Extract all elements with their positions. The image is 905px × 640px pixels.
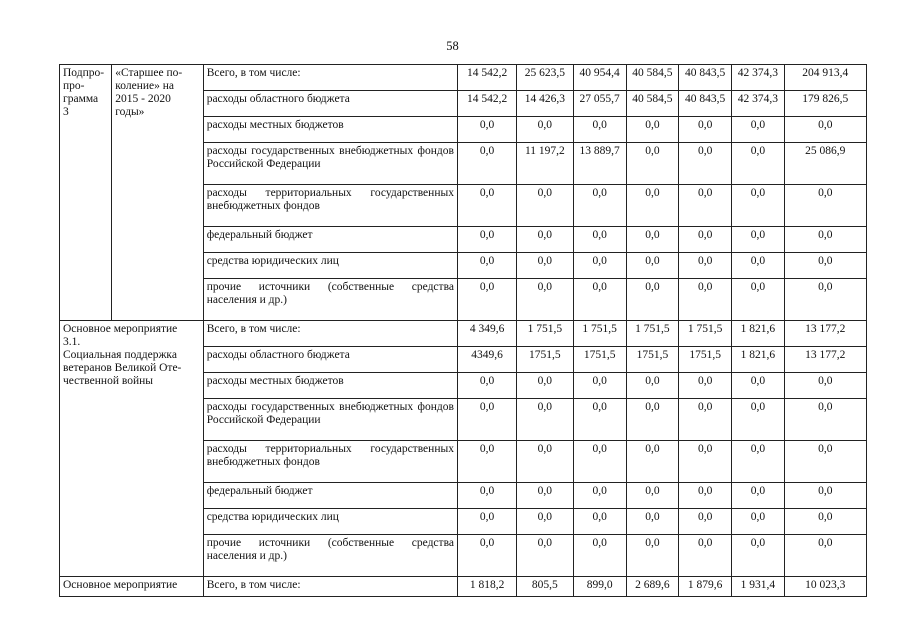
cell: 13 889,7 bbox=[573, 143, 626, 185]
cell: 40 843,5 bbox=[679, 65, 732, 91]
cell: 0,0 bbox=[626, 399, 678, 441]
cell: 0,0 bbox=[457, 509, 516, 535]
cell: 0,0 bbox=[679, 279, 732, 321]
cell: 0,0 bbox=[679, 143, 732, 185]
category-federal: федеральный бюджет bbox=[203, 227, 457, 253]
cell: 25 623,5 bbox=[517, 65, 573, 91]
cell: 42 374,3 bbox=[732, 65, 784, 91]
cell: 0,0 bbox=[679, 509, 732, 535]
cell: 0,0 bbox=[679, 373, 732, 399]
category-territorial-funds: расходы территориальных государственных внебюджетных фондов bbox=[203, 185, 457, 227]
cell: 0,0 bbox=[517, 117, 573, 143]
cell: 40 954,4 bbox=[573, 65, 626, 91]
budget-table bbox=[59, 64, 867, 597]
cell: 0,0 bbox=[457, 185, 516, 227]
cell: 11 197,2 bbox=[517, 143, 573, 185]
subprogram-code: Подпро- про- грамма 3 bbox=[60, 65, 112, 321]
cell: 0,0 bbox=[457, 535, 516, 577]
cell-total: 179 826,5 bbox=[784, 91, 867, 117]
cell: 4349,6 bbox=[457, 347, 516, 373]
cell: 0,0 bbox=[457, 373, 516, 399]
cell: 14 542,2 bbox=[457, 91, 516, 117]
cell: 1 751,5 bbox=[573, 321, 626, 347]
cell: 0,0 bbox=[573, 373, 626, 399]
cell: 1751,5 bbox=[573, 347, 626, 373]
cell: 0,0 bbox=[457, 143, 516, 185]
cell: 1751,5 bbox=[626, 347, 678, 373]
cell: 0,0 bbox=[732, 185, 784, 227]
cell: 0,0 bbox=[732, 143, 784, 185]
category-state-funds: расходы государственных внебюджетных фондов Российской Федерации bbox=[203, 143, 457, 185]
cell: 1 931,4 bbox=[732, 577, 784, 597]
cell: 0,0 bbox=[573, 441, 626, 483]
cell: 0,0 bbox=[457, 441, 516, 483]
category-federal: федеральный бюджет bbox=[203, 483, 457, 509]
cell-total: 0,0 bbox=[784, 253, 867, 279]
cell: 0,0 bbox=[679, 535, 732, 577]
category-regional: расходы областного бюджета bbox=[203, 91, 457, 117]
cell: 0,0 bbox=[573, 483, 626, 509]
cell-total: 0,0 bbox=[784, 185, 867, 227]
cell: 1 879,6 bbox=[679, 577, 732, 597]
cell: 0,0 bbox=[732, 373, 784, 399]
cell: 0,0 bbox=[732, 279, 784, 321]
category-legal-entities: средства юридических лиц bbox=[203, 253, 457, 279]
cell: 1 751,5 bbox=[517, 321, 573, 347]
cell-total: 0,0 bbox=[784, 509, 867, 535]
cell: 4 349,6 bbox=[457, 321, 516, 347]
cell: 40 843,5 bbox=[679, 91, 732, 117]
cell: 0,0 bbox=[517, 535, 573, 577]
cell: 1 818,2 bbox=[457, 577, 516, 597]
cell: 1751,5 bbox=[679, 347, 732, 373]
cell: 0,0 bbox=[517, 509, 573, 535]
cell: 0,0 bbox=[732, 535, 784, 577]
cell: 0,0 bbox=[679, 253, 732, 279]
cell: 1 751,5 bbox=[626, 321, 678, 347]
category-total: Всего, в том числе: bbox=[203, 65, 457, 91]
category-other: прочие источники (собственные средства населения и др.) bbox=[203, 279, 457, 321]
cell: 0,0 bbox=[517, 483, 573, 509]
cell: 0,0 bbox=[457, 399, 516, 441]
category-local: расходы местных бюджетов bbox=[203, 373, 457, 399]
cell-total: 0,0 bbox=[784, 399, 867, 441]
cell: 0,0 bbox=[517, 373, 573, 399]
cell: 1 751,5 bbox=[679, 321, 732, 347]
cell: 0,0 bbox=[573, 279, 626, 321]
cell: 0,0 bbox=[626, 535, 678, 577]
cell: 0,0 bbox=[626, 509, 678, 535]
cell: 0,0 bbox=[573, 185, 626, 227]
cell: 0,0 bbox=[573, 399, 626, 441]
cell: 0,0 bbox=[517, 185, 573, 227]
cell: 14 542,2 bbox=[457, 65, 516, 91]
category-territorial-funds: расходы территориальных государственных внебюджетных фондов bbox=[203, 441, 457, 483]
cell: 0,0 bbox=[732, 117, 784, 143]
cell: 0,0 bbox=[732, 227, 784, 253]
cell-total: 13 177,2 bbox=[784, 321, 867, 347]
cell: 0,0 bbox=[626, 185, 678, 227]
cell: 40 584,5 bbox=[626, 65, 678, 91]
cell-total: 0,0 bbox=[784, 117, 867, 143]
cell-total: 0,0 bbox=[784, 535, 867, 577]
cell: 0,0 bbox=[517, 253, 573, 279]
cell: 0,0 bbox=[573, 253, 626, 279]
cell: 0,0 bbox=[626, 227, 678, 253]
table-row bbox=[60, 65, 867, 91]
cell: 0,0 bbox=[679, 399, 732, 441]
cell: 0,0 bbox=[517, 441, 573, 483]
table-row bbox=[60, 321, 867, 347]
cell-total: 10 023,3 bbox=[784, 577, 867, 597]
category-state-funds: расходы государственных внебюджетных фондов Российской Федерации bbox=[203, 399, 457, 441]
cell-total: 204 913,4 bbox=[784, 65, 867, 91]
cell: 0,0 bbox=[679, 185, 732, 227]
cell: 805,5 bbox=[517, 577, 573, 597]
cell-total: 0,0 bbox=[784, 227, 867, 253]
cell: 899,0 bbox=[573, 577, 626, 597]
cell-total: 0,0 bbox=[784, 441, 867, 483]
table-row bbox=[60, 577, 867, 597]
category-total: Всего, в том числе: bbox=[203, 321, 457, 347]
cell: 1 821,6 bbox=[732, 321, 784, 347]
cell: 0,0 bbox=[517, 399, 573, 441]
cell: 0,0 bbox=[517, 279, 573, 321]
cell: 0,0 bbox=[626, 279, 678, 321]
cell: 1 821,6 bbox=[732, 347, 784, 373]
cell: 0,0 bbox=[457, 227, 516, 253]
cell: 14 426,3 bbox=[517, 91, 573, 117]
cell: 0,0 bbox=[679, 117, 732, 143]
cell: 0,0 bbox=[457, 253, 516, 279]
cell: 0,0 bbox=[457, 483, 516, 509]
event-next-title: Основное мероприятие bbox=[60, 577, 204, 597]
cell: 0,0 bbox=[732, 253, 784, 279]
cell: 0,0 bbox=[457, 117, 516, 143]
event-3-1-title: Основное мероприятие 3.1. Социальная поддержка ветеранов Великой Оте- чественной войны bbox=[60, 321, 204, 577]
cell: 0,0 bbox=[732, 399, 784, 441]
cell: 0,0 bbox=[626, 253, 678, 279]
cell: 0,0 bbox=[732, 483, 784, 509]
cell: 0,0 bbox=[573, 117, 626, 143]
cell: 0,0 bbox=[679, 227, 732, 253]
cell: 0,0 bbox=[626, 441, 678, 483]
category-local: расходы местных бюджетов bbox=[203, 117, 457, 143]
cell-total: 13 177,2 bbox=[784, 347, 867, 373]
cell: 0,0 bbox=[679, 441, 732, 483]
subprogram-title: «Старшее по- коление» на 2015 - 2020 годы» bbox=[112, 65, 203, 321]
cell: 0,0 bbox=[626, 117, 678, 143]
category-regional: расходы областного бюджета bbox=[203, 347, 457, 373]
cell: 0,0 bbox=[626, 143, 678, 185]
cell: 40 584,5 bbox=[626, 91, 678, 117]
cell: 0,0 bbox=[732, 441, 784, 483]
cell: 0,0 bbox=[457, 279, 516, 321]
cell-total: 25 086,9 bbox=[784, 143, 867, 185]
cell: 42 374,3 bbox=[732, 91, 784, 117]
category-other: прочие источники (собственные средства населения и др.) bbox=[203, 535, 457, 577]
cell: 0,0 bbox=[573, 509, 626, 535]
page-number: 58 bbox=[446, 39, 459, 53]
cell: 1751,5 bbox=[517, 347, 573, 373]
cell: 0,0 bbox=[573, 535, 626, 577]
cell: 0,0 bbox=[517, 227, 573, 253]
cell-total: 0,0 bbox=[784, 279, 867, 321]
cell: 0,0 bbox=[732, 509, 784, 535]
cell: 2 689,6 bbox=[626, 577, 678, 597]
cell-total: 0,0 bbox=[784, 483, 867, 509]
cell: 27 055,7 bbox=[573, 91, 626, 117]
category-legal-entities: средства юридических лиц bbox=[203, 509, 457, 535]
cell: 0,0 bbox=[626, 483, 678, 509]
cell-total: 0,0 bbox=[784, 373, 867, 399]
cell: 0,0 bbox=[679, 483, 732, 509]
category-total: Всего, в том числе: bbox=[203, 577, 457, 597]
cell: 0,0 bbox=[573, 227, 626, 253]
cell: 0,0 bbox=[626, 373, 678, 399]
